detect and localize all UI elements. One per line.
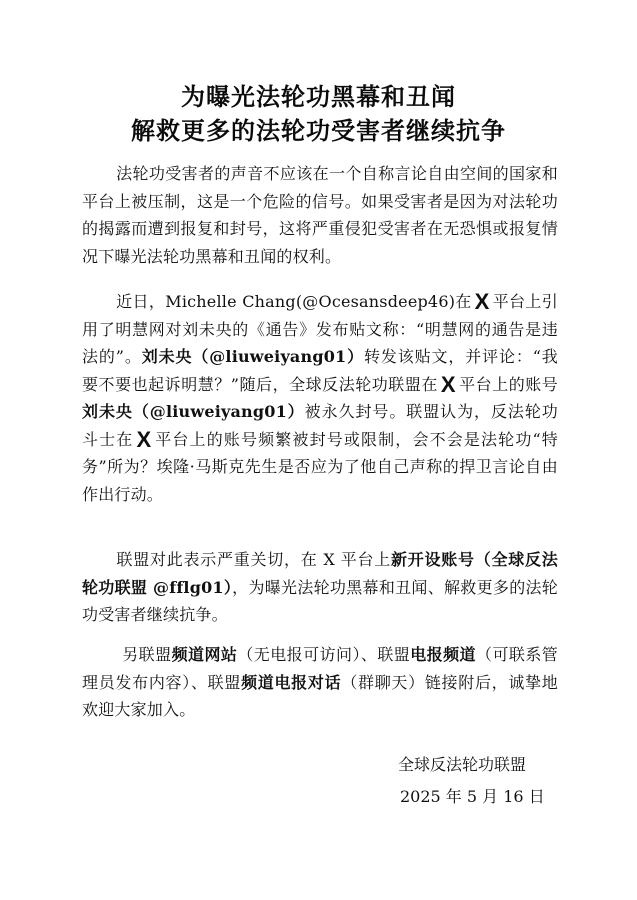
x-platform-mark-2: X (440, 371, 456, 397)
x-platform-mark-3: X (136, 426, 152, 452)
signature-organization: 全球反法轮功联盟 (398, 755, 527, 774)
p2-segment-6: 平台上的账号频繁被封号或限制，会不会是法轮功“特务”所为？埃隆·马斯克先生是否应为了他自己声称的捍卫言论自由作出行动。 (82, 429, 558, 504)
telegram-channel-text: 电报频道 (410, 645, 477, 664)
p4-segment-1: 另联盟 (122, 645, 172, 664)
channel-website-text: 频道网站 (171, 645, 238, 664)
paragraph-4 (82, 641, 558, 724)
p4-segment-4: （群聊天）链接附后，诚挚地欢迎大家加入。 (82, 672, 558, 719)
p2-segment-5: 被永久封号。联盟认为，反法轮功斗士在 (82, 402, 558, 449)
p3-segment-1: 联盟对此表示严重关切，在 X 平台上 (116, 550, 392, 569)
paragraph-1 (82, 160, 558, 270)
paragraph-1-text: 法轮功受害者的声音不应该在一个自称言论自由空间的国家和平台上被压制，这是一个危险的信号。如果受害者是因为对法轮功的揭露而遭到报复和封号，这将严重侵犯受害者在无恐惧或报复情况下曝光法轮功黑幕和丑闻的权利。 (82, 164, 558, 266)
account-name-2: 刘未央（@liuweiyang01） (82, 402, 305, 421)
title-line-2: 解救更多的法轮功受害者继续抗争 (131, 116, 506, 145)
p2-segment-2: 平台上引用了明慧网对刘未央的《通告》发布贴文称：“明慧网的通告是违法的”。 (82, 292, 558, 366)
p4-segment-2: （无电报可访问）、联盟 (237, 645, 411, 664)
paragraph-2 (82, 288, 558, 508)
paragraph-3 (82, 546, 558, 629)
p2-segment-1: 近日，Michelle Chang(@Ocesansdeep46)在 (116, 292, 472, 311)
p2-segment-4: 平台上的账号 (458, 374, 558, 394)
telegram-chat-text: 频道电报对话 (241, 672, 342, 692)
new-account-text: 新开设账号（全球反法轮功联盟 @fflg01） (82, 550, 558, 597)
title-line-1: 为曝光法轮功黑幕和丑闻 (181, 82, 456, 111)
x-platform-mark-1: X (474, 289, 490, 314)
p2-segment-3: 转发该贴文，并评论：“我要不要也起诉明慧？”随后，全球反法轮功联盟在 (82, 347, 558, 394)
signature-date: 2025 年 5 月 16 日 (400, 787, 545, 806)
p3-segment-2: ，为曝光法轮功黑幕和丑闻、解救更多的法轮功受害者继续抗争。 (82, 577, 558, 624)
p4-segment-3: （可联系管理员发布内容）、联盟 (82, 645, 558, 692)
account-name-1: 刘未央（@liuweiyang01） (141, 347, 364, 366)
